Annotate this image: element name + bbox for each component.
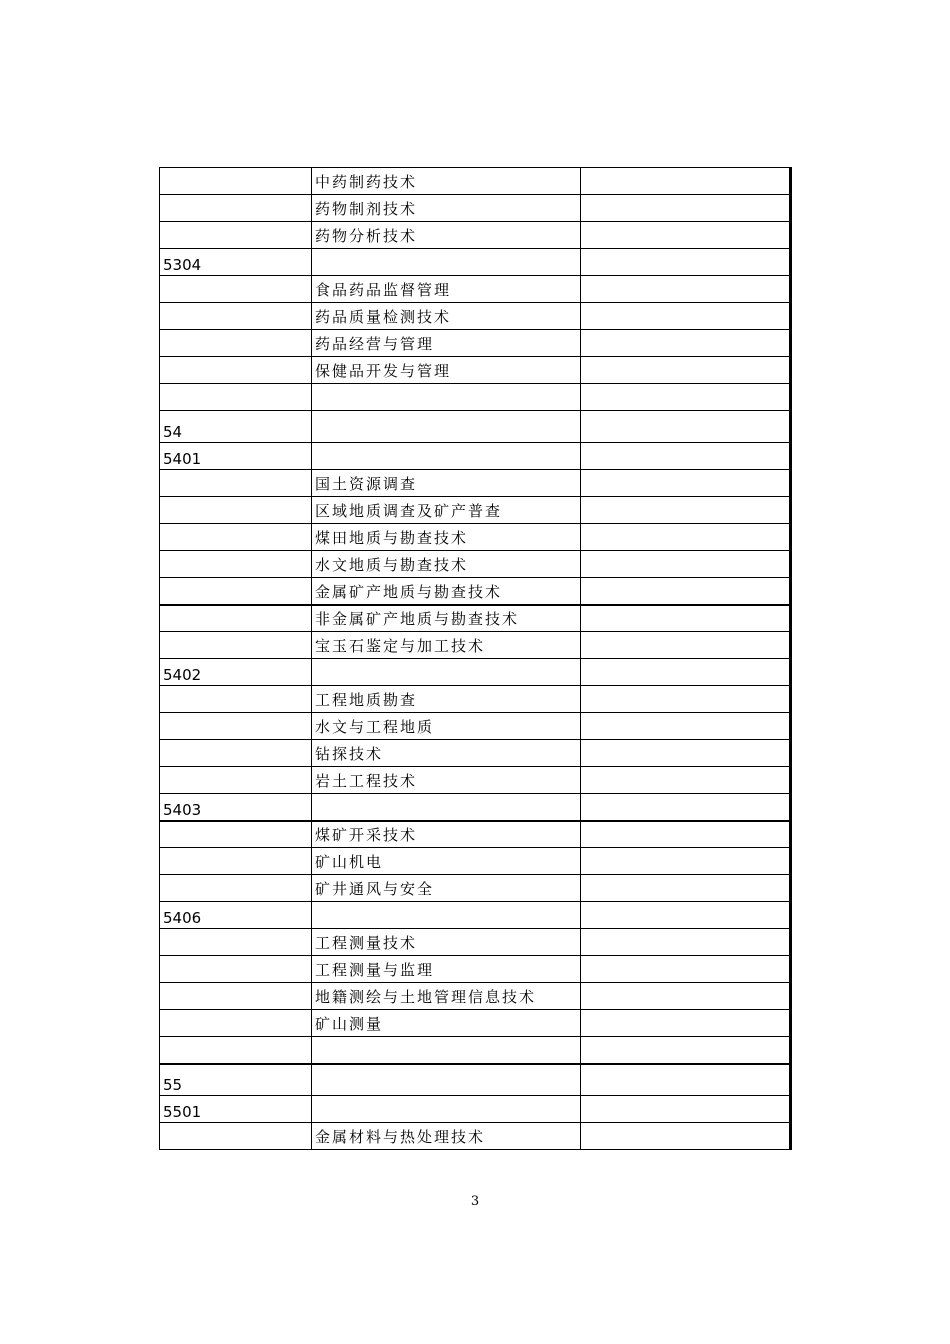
- empty-cell: [581, 740, 791, 767]
- code-cell: [160, 821, 312, 848]
- table-row: [160, 303, 791, 330]
- code-cell: [160, 632, 312, 659]
- major-name-cell: 中药制药技术: [312, 168, 581, 195]
- code-cell: [160, 168, 312, 195]
- major-name-cell: 煤田地质与勘查技术: [312, 524, 581, 551]
- table-row: [160, 1096, 791, 1123]
- code-cell: [160, 551, 312, 578]
- code-cell: [160, 605, 312, 632]
- empty-cell: [581, 659, 791, 686]
- major-name-cell: 钻探技术: [312, 740, 581, 767]
- table-row: [160, 222, 791, 249]
- code-cell: [160, 848, 312, 875]
- major-name-cell: 食品药品监督管理: [312, 276, 581, 303]
- code-cell: 5402: [160, 659, 312, 686]
- empty-cell: [581, 1037, 791, 1064]
- empty-cell: [581, 276, 791, 303]
- major-name-cell: 药物制剂技术: [312, 195, 581, 222]
- code-cell: [160, 330, 312, 357]
- major-name-cell: 矿山测量: [312, 1010, 581, 1037]
- empty-cell: [581, 1096, 791, 1123]
- table-row: [160, 794, 791, 821]
- code-cell: [160, 1010, 312, 1037]
- major-name-cell: [312, 443, 581, 470]
- table-row: [160, 357, 791, 384]
- major-name-cell: 工程测量技术: [312, 929, 581, 956]
- empty-cell: [581, 222, 791, 249]
- major-name-cell: 药物分析技术: [312, 222, 581, 249]
- table-row: [160, 551, 791, 578]
- code-cell: [160, 767, 312, 794]
- table-row: [160, 956, 791, 983]
- empty-cell: [581, 384, 791, 411]
- table-row: [160, 411, 791, 443]
- table-row: [160, 686, 791, 713]
- empty-cell: [581, 956, 791, 983]
- empty-cell: [581, 578, 791, 605]
- code-cell: [160, 470, 312, 497]
- code-cell: 5406: [160, 902, 312, 929]
- major-name-cell: 地籍测绘与土地管理信息技术: [312, 983, 581, 1010]
- code-cell: [160, 524, 312, 551]
- code-cell: [160, 222, 312, 249]
- major-name-cell: [312, 384, 581, 411]
- major-name-cell: [312, 659, 581, 686]
- major-name-cell: [312, 249, 581, 276]
- table-row: [160, 578, 791, 605]
- code-cell: 54: [160, 411, 312, 443]
- major-name-cell: [312, 1064, 581, 1096]
- empty-cell: [581, 605, 791, 632]
- empty-cell: [581, 929, 791, 956]
- empty-cell: [581, 713, 791, 740]
- table-body: [160, 168, 791, 1150]
- table-row: [160, 740, 791, 767]
- empty-cell: [581, 848, 791, 875]
- table-row: [160, 659, 791, 686]
- major-name-cell: 水文与工程地质: [312, 713, 581, 740]
- empty-cell: [581, 168, 791, 195]
- empty-cell: [581, 1123, 791, 1150]
- empty-cell: [581, 524, 791, 551]
- major-name-cell: 煤矿开采技术: [312, 821, 581, 848]
- code-cell: [160, 1123, 312, 1150]
- table-row: [160, 443, 791, 470]
- code-cell: [160, 303, 312, 330]
- empty-cell: [581, 821, 791, 848]
- code-cell: [160, 357, 312, 384]
- table-row: [160, 276, 791, 303]
- empty-cell: [581, 443, 791, 470]
- code-cell: 5401: [160, 443, 312, 470]
- table-row: [160, 1123, 791, 1150]
- table-row: [160, 1010, 791, 1037]
- table-row: [160, 983, 791, 1010]
- table-row: [160, 713, 791, 740]
- code-cell: [160, 1037, 312, 1064]
- empty-cell: [581, 767, 791, 794]
- table-row: [160, 195, 791, 222]
- empty-cell: [581, 195, 791, 222]
- major-name-cell: [312, 1037, 581, 1064]
- major-name-cell: 宝玉石鉴定与加工技术: [312, 632, 581, 659]
- major-name-cell: 工程地质勘查: [312, 686, 581, 713]
- empty-cell: [581, 551, 791, 578]
- code-cell: [160, 956, 312, 983]
- major-catalog-table: [159, 167, 792, 1150]
- major-name-cell: 非金属矿产地质与勘查技术: [312, 605, 581, 632]
- table-row: [160, 605, 791, 632]
- table-row: [160, 875, 791, 902]
- major-name-cell: 药品质量检测技术: [312, 303, 581, 330]
- major-name-cell: 金属材料与热处理技术: [312, 1123, 581, 1150]
- empty-cell: [581, 411, 791, 443]
- major-name-cell: 工程测量与监理: [312, 956, 581, 983]
- major-name-cell: 国土资源调查: [312, 470, 581, 497]
- major-name-cell: 区域地质调查及矿产普查: [312, 497, 581, 524]
- empty-cell: [581, 794, 791, 821]
- code-cell: [160, 983, 312, 1010]
- table-row: [160, 767, 791, 794]
- empty-cell: [581, 497, 791, 524]
- major-name-cell: 矿井通风与安全: [312, 875, 581, 902]
- major-name-cell: [312, 902, 581, 929]
- table-row: [160, 249, 791, 276]
- major-name-cell: 岩土工程技术: [312, 767, 581, 794]
- table-row: [160, 1037, 791, 1064]
- table-row: [160, 384, 791, 411]
- table-row: [160, 929, 791, 956]
- empty-cell: [581, 1010, 791, 1037]
- empty-cell: [581, 983, 791, 1010]
- empty-cell: [581, 249, 791, 276]
- table-row: [160, 632, 791, 659]
- code-cell: 5304: [160, 249, 312, 276]
- major-name-cell: [312, 411, 581, 443]
- empty-cell: [581, 686, 791, 713]
- empty-cell: [581, 470, 791, 497]
- table-row: [160, 330, 791, 357]
- code-cell: 5501: [160, 1096, 312, 1123]
- table-row: [160, 497, 791, 524]
- code-cell: [160, 929, 312, 956]
- code-cell: [160, 384, 312, 411]
- table-row: [160, 168, 791, 195]
- code-cell: 55: [160, 1064, 312, 1096]
- major-name-cell: 金属矿产地质与勘查技术: [312, 578, 581, 605]
- code-cell: [160, 578, 312, 605]
- major-name-cell: [312, 794, 581, 821]
- table-row: [160, 470, 791, 497]
- empty-cell: [581, 875, 791, 902]
- major-name-cell: 药品经营与管理: [312, 330, 581, 357]
- code-cell: [160, 195, 312, 222]
- code-cell: [160, 686, 312, 713]
- empty-cell: [581, 632, 791, 659]
- major-name-cell: 保健品开发与管理: [312, 357, 581, 384]
- empty-cell: [581, 303, 791, 330]
- table-row: [160, 902, 791, 929]
- code-cell: [160, 740, 312, 767]
- page-number: 3: [470, 1194, 480, 1209]
- table-row: [160, 821, 791, 848]
- table-row: [160, 1064, 791, 1096]
- empty-cell: [581, 357, 791, 384]
- code-cell: [160, 276, 312, 303]
- code-cell: [160, 497, 312, 524]
- major-name-cell: [312, 1096, 581, 1123]
- major-name-cell: 水文地质与勘查技术: [312, 551, 581, 578]
- empty-cell: [581, 1064, 791, 1096]
- code-cell: [160, 713, 312, 740]
- code-cell: [160, 875, 312, 902]
- major-name-cell: 矿山机电: [312, 848, 581, 875]
- table-row: [160, 848, 791, 875]
- code-cell: 5403: [160, 794, 312, 821]
- empty-cell: [581, 902, 791, 929]
- empty-cell: [581, 330, 791, 357]
- table-row: [160, 524, 791, 551]
